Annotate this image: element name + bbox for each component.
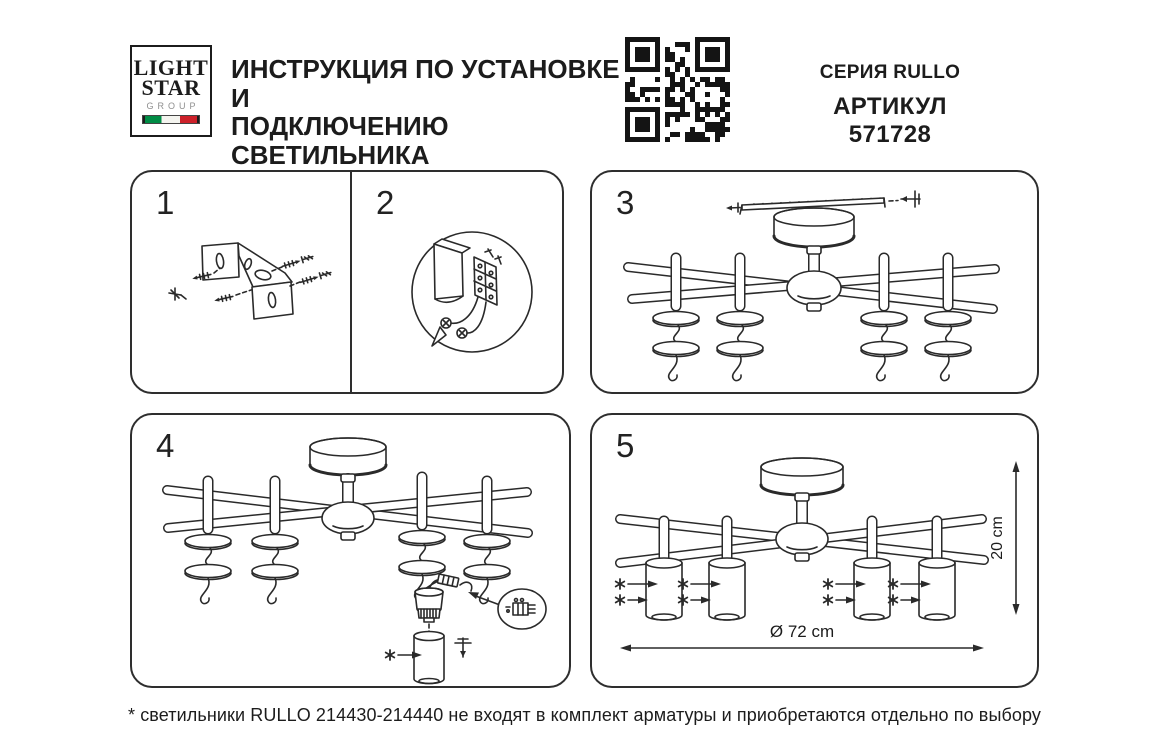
wall-plug-icon [214, 294, 234, 303]
screw-icon [726, 203, 740, 212]
article-label: АРТИКУЛ 571728 [833, 93, 947, 148]
step2-number: 2 [376, 184, 395, 221]
logo-word-group: GROUP [146, 101, 200, 112]
stem-collar [341, 474, 355, 482]
screw-icon [169, 288, 186, 300]
step1-number: 1 [156, 184, 175, 221]
mounting-bracket-drawing [169, 243, 332, 319]
central-hub [776, 523, 828, 561]
lamp-shade [414, 632, 444, 684]
step4-diagram [132, 415, 569, 686]
ceiling-canopy [774, 208, 854, 247]
title-line-2: ПОДКЛЮЧЕНИЮ СВЕТИЛЬНИКА [231, 111, 449, 170]
qr-code-image [625, 37, 730, 142]
footnote: * светильники RULLO 214430-214440 не входят в комплект арматуры и приобретаются отдельно по выбору [128, 705, 1042, 725]
series-label: СЕРИЯ RULLO [819, 62, 961, 83]
central-hub [787, 271, 841, 311]
panel-step1-step2 [130, 170, 564, 394]
panel-step4 [130, 413, 571, 688]
step5-number: 5 [616, 427, 635, 464]
lamp-socket [415, 588, 443, 632]
wall-plug-icon [282, 258, 302, 268]
junction-box [434, 244, 463, 299]
screw-icon [485, 249, 501, 264]
bracket-right-plate [252, 282, 293, 319]
height-label: 20 cm [989, 516, 1006, 560]
title-line-1: ИНСТРУКЦИЯ ПО УСТАНОВКЕ И [231, 54, 620, 113]
wire-tip [432, 327, 446, 346]
detail-circle [412, 232, 532, 352]
detached-lamp-assembly [386, 574, 546, 683]
wiring-detail-drawing [412, 232, 532, 352]
detail-circle [498, 589, 546, 629]
panel-step5 [590, 413, 1039, 688]
height-dimension-arrow [989, 461, 1020, 615]
lamp-shade [919, 521, 955, 620]
stem-collar [795, 493, 809, 501]
wall-plug-icon [300, 274, 320, 284]
screw-icon [319, 270, 331, 279]
product-info [790, 62, 990, 149]
lightstar-logo [130, 45, 212, 137]
italian-flag-bar [142, 115, 200, 124]
panel-step3 [590, 170, 1039, 394]
page-title [231, 55, 631, 169]
screw-icon [301, 254, 313, 263]
wire-connector [437, 574, 458, 587]
screw-icon [455, 638, 471, 657]
logo-word-star: STAR [141, 75, 201, 100]
ceiling-canopy [761, 458, 843, 495]
step3-number: 3 [616, 184, 635, 221]
step4-number: 4 [156, 427, 175, 464]
diameter-label: Ø 72 cm [769, 622, 835, 641]
central-hub [322, 502, 374, 540]
step1-step2-diagram [132, 172, 562, 392]
step3-diagram [592, 172, 1037, 392]
step5-diagram [592, 415, 1037, 686]
diameter-dimension-arrow [620, 622, 984, 652]
asterisk-icon [386, 650, 395, 660]
stem-collar [807, 246, 821, 254]
ceiling-canopy [310, 438, 386, 475]
logo-word-light: LIGHT [133, 54, 209, 80]
lamp-shade [646, 521, 682, 620]
screw-icon [901, 191, 920, 207]
qr-code [625, 37, 730, 142]
